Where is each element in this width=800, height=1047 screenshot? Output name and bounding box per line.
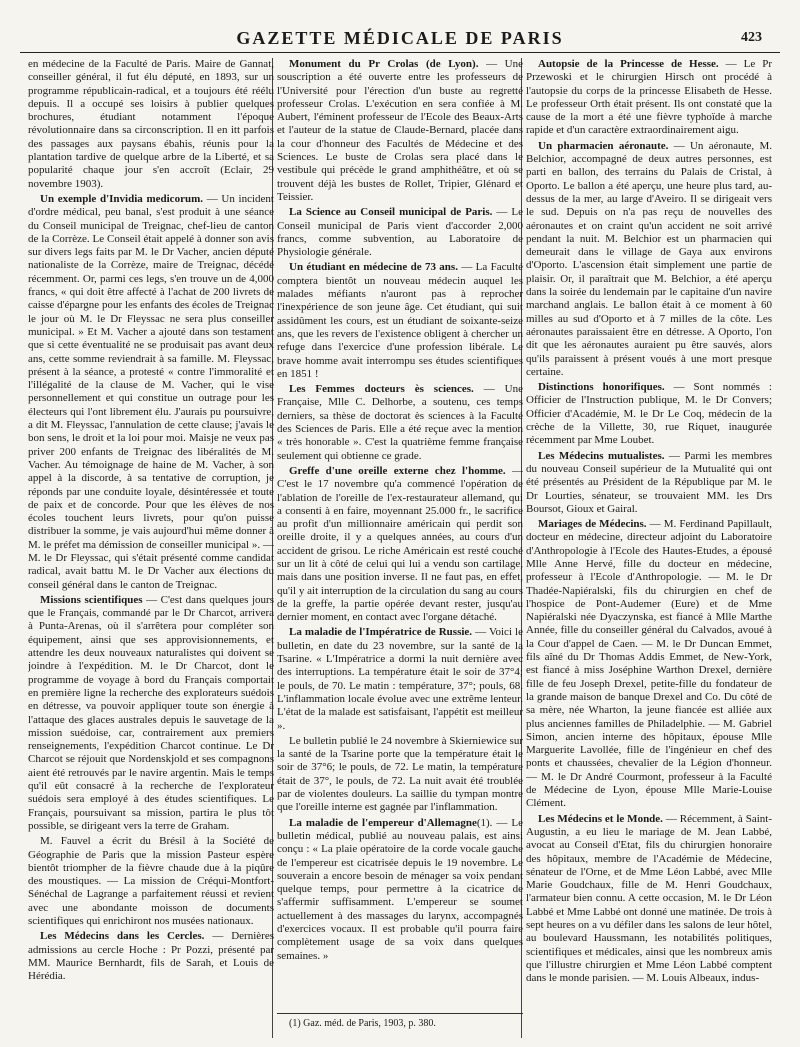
article-body: — Sont nommés : Officier de l'Instruction publique, M. le Dr Convers; Officier d'Académie, M. le Dr Le Coq, médecin de la crèche de la Villette, 30, rue Riquet, inaugurée récemment par Mme Loubet. xyxy=(526,381,772,447)
footnote-ref: (1). xyxy=(476,816,493,829)
article-heading: Les Médecins mutualistes. xyxy=(538,449,665,462)
article xyxy=(28,930,274,983)
paragraph: Le bulletin publié le 24 novembre à Skierniewice sur la santé de la Tsarine porte que la température était le soir de 37°6; le pouls, de 72. Le matin, la température était de 37°, le pouls, de 72. La nuit avait été troublée par de violentes douleurs. La saillie du tympan montre que l'oreille interne est gagnée par l'inflammation. xyxy=(277,734,523,814)
article xyxy=(526,450,772,516)
article xyxy=(277,626,523,732)
journal-title: GAZETTE MÉDICALE DE PARIS xyxy=(236,28,564,48)
article-heading: La Science au Conseil municipal de Paris. xyxy=(289,206,493,219)
article-body: — Dernières admissions au cercle Hoche : Pr Pozzi, présenté par MM. Maurice Bernhardt, fils de Sarah, et Louis de Hérédia. xyxy=(28,930,274,983)
article xyxy=(28,193,274,592)
article xyxy=(277,465,523,625)
article-body: — Un incident d'ordre médical, peu banal, s'est produit à une séance du Conseil municipal de Treignac, chef-lieu de canton de la Corrèze. Le Conseil était appelé à donner son avis sur divers legs faits par M. le Dr Vacher, ancien député nationaliste de la Corrèze, maire de Treignac, décédé récemment. Or, parmi ces legs, s'en trouve un de 4,000 francs, « qui doit être affecté à l'achat de 200 livrets de caisse d'épargne pour les enfants des écoles de Treignac le jour où M. le Dr Fleyssac ne sera plus conseiller municipal. » Et M. Vacher a ajouté dans son testament que si cette éventualité ne se produisait pas avant deux ans, cette somme reviendrait à sa famille. M. Fleyssac, présent à la séance, a protesté « contre l'immoralité et l'illégalité de la clause de M. Vacher, qui le vise personnellement et qui constitue un outrage pour les électeurs qui l'ont librement élu. J'aurais pu poursuivre, a dit M. Fleyssac, l'annulation de cette clause; j'avais le bon sens, le droit et la loi pour moi. Maisje ne veux pas priver 200 enfants de Treignac des libéralités de M. Vacher. Au témoignage de haine de M. Vacher, à son appel à la discorde, à sa tentative de corruption, je réponds par une conduite loyale, désintéressée et toute de paix et de concorde. Pour que les élèves de nos écoles touchent leurs livrets, pour qu'on puisse distribuer la somme, je vais aujourd'hui même donner à M. le préfet ma démission de conseiller municipal ». — M. le Dr Fleyssac, qui s'était présenté comme candidat radical, avait battu M. le Dr Vacher aux élections du conseil général dans le canton de Treignac. xyxy=(28,192,274,591)
article-body: — Le Conseil municipal de Paris vient d'accorder 2,000 francs, comme subvention, au Laboratoire de Physiologie générale. xyxy=(277,206,523,259)
footnote: (1) Gaz. méd. de Paris, 1903, p. 380. xyxy=(277,1013,523,1030)
article-body: — Voici le bulletin, en date du 23 novembre, sur la santé de la Tsarine. « L'Impératrice a dormi la nuit dernière avec des interruptions. La température était le soir de 37°4; le pouls, de 70. Le matin : température, 37°; pouls, 68. L'inflammation locale évolue avec une extrême lenteur. L'état de la malade est satisfaisant, l'appétit est meilleur ». xyxy=(277,626,523,732)
article-body: — Un aéronaute, M. Belchior, accompagné de deux autres personnes, est parti en ballon, des terrains du Palais de Cristal, à Oporto. Le ballon a été aperçu, une heure plus tard, au-dessus de la mer, au large d'Aveiro. Il se dirigeait vers le sud. Depuis on n'a pas reçu de nouvelles des aéronautes et on craint qu'un accident ne soit arrivé pendant la nuit. M. Belchior est un pharmacien qui demeurait dans le village de Gaya aux environs d'Oporto. L'ascension était simplement une partie de plaisir. Or, il paraîtrait que M. Belchior, a été aperçu dans la soirée du lendemain par le capitaine d'un navire marchand anglais. Le ballon était à ce moment à 60 milles au sud d'Oporto et à 7 milles de la côte. Les aéronautes paraissaient être en détresse. A Oporto, l'on dit que les aéronautes auraient pu être sauvés, alors qu'ils paraissent à présent voués à une mort presque certaine. xyxy=(526,139,772,378)
article-body: — Une souscription a été ouverte entre les professeurs de l'Université pour l'érection d'un buste au regretté professeur Crolas. L'exécution en sera confiée à M. Aubert, l'éminent professeur de l'Ecole des Beaux-Arts et l'auteur de la statue de Claude-Bernard, placée dans la cour d'honneur des Facultés de Médecine et des Sciences. Le buste de Crolas sera placé dans le vestibule qui précède le grand amphithéâtre, et où se trouvent déjà les bustes de Rollet, Tripier, Glénard et Teissier. xyxy=(277,58,523,203)
column-3 xyxy=(526,58,772,1040)
article xyxy=(526,518,772,811)
article-heading: Monument du Pr Crolas (de Lyon). xyxy=(289,58,479,70)
paragraph: M. Fauvel a écrit du Brésil à la Société de Géographie de Paris que la mission Pasteur espère bientôt triompher de la fièvre chaude due à la piqûre des moustiques. — La mission de Créqui-Montfort-Sénéchal de Lagrange a parfaitement réussi et revient avec une abondante moisson de documents scientifiques qui enrichiront nos musées nationaux. xyxy=(28,835,274,927)
page-header xyxy=(0,28,800,48)
article-heading: Un exemple d'Invidia medicorum. xyxy=(40,192,203,205)
article-heading: Greffe d'une oreille externe chez l'homme. xyxy=(289,464,506,477)
article-heading: Missions scientifiques xyxy=(40,593,143,606)
article xyxy=(526,58,772,138)
article-heading: Les Médecins et le Monde. xyxy=(538,812,663,825)
article-heading: Un étudiant en médecine de 73 ans. xyxy=(289,261,458,274)
article xyxy=(277,58,523,204)
article-heading: Autopsie de la Princesse de Hesse. xyxy=(538,58,719,70)
article-body: — C'est le 17 novembre qu'a commencé l'opération de l'ablation de l'oreille de l'ex-restaurateur allemand, qui a consenti à en faire, moyennant 25.000 fr., le sacrifice au profit d'un millionnaire américain qui perdit son oreille droite, il y a quelques années, au cours d'un accident de grisou. Le riche Américain est resté couché sur un lit à côté de celui qui lui a vendu son cartilage, mais dans une position inverse. Il ne faut pas, en effet, qu'il y ait interruption de la circulation du sang au cours de la greffe, la partie opérée devant rester, jusqu'au dernier moment, en contact avec l'organe détaché. xyxy=(277,464,523,624)
page-number: 423 xyxy=(741,30,762,45)
article xyxy=(28,594,274,833)
article xyxy=(277,817,523,963)
article xyxy=(526,381,772,447)
article xyxy=(526,140,772,379)
article-body: — Parmi les membres du nouveau Conseil supérieur de la Mutualité qui ont été présentés au Président de la République par M. le Dr Lourties, sénateur, se trouvaient MM. les Drs Boursot, Gioux et Gairal. xyxy=(526,449,772,515)
column-2 xyxy=(277,58,523,1040)
article-body: — Le Pr Przewoski et le chirurgien Hirsch ont procédé à l'autopsie du corps de la princesse Elisabeth de Hesse. Le professeur Orth était présent. Ils ont constaté que la cause de la mort a été une fièvre typhoïde à marche rapide et d'un caractère extraordinairement aigu. xyxy=(526,58,772,137)
article-heading: Un pharmacien aéronaute. xyxy=(538,139,669,152)
article-body: — Le bulletin médical, publié au nouveau palais, est ainsi conçu : « La plaie opératoire de la corde vocale gauche de l'empereur est cicatrisée depuis le 19 novembre. Le souverain a encore besoin de ménager sa voix pendant quelque temps, pour permettre à la cicatrice de s'affermir suffisamment. L'empereur se soumet actuellement à des massages du larynx, accompagnés d'exercices vocaux. Il est probable qu'il pourra faire complètement usage de sa voix dans quelques semaines. » xyxy=(277,816,523,962)
article-body: — C'est dans quelques jours que le Français, commandé par le Dr Charcot, arrivera à Punta-Arenas, où il s'arrêtera pour compléter son équipement, ainsi que ses approvisionnements, et attendre les deux nouveaux naturalistes qui doivent se joindre à l'expédition. M. le Dr Charcot, dont le programme de voyage à bord du Français comportait en première ligne la recherche des explorateurs suédois en détresse, va pouvoir appliquer toute son énergie à l'attaque des glaces australes depuis le sauvetage de la mission suédoise, car, contrairement aux premiers renseignements, l'expédition Charcot continue. Le Dr Charcot se réjouit que Nordenskjold et ses compagnons aient été retrouvés par le navire argentin. Mais le temps qu'il eût consacré à la recherche de l'explorateur suédois sera employé à des études scientifiques. Le Français, poursuivant sa mission, partira le plus tôt possible, se dirigeant vers la terre de Graham. xyxy=(28,593,274,832)
article-heading: La maladie de l'empereur d'Allemagne xyxy=(289,816,477,829)
article-heading: Les Femmes docteurs ès sciences. xyxy=(289,383,474,396)
article-heading: Mariages de Médecins. xyxy=(538,518,647,531)
article xyxy=(277,206,523,259)
article-body: — La Faculté comptera bientôt un nouveau médecin auquel les malades méfiants n'auront pas à reprocher l'inexpérience de son jeune âge. Cet étudiant, qui suit assidûment les cours, est un étudiant de soixante-seize ans, que les revers de l'existence obligent à chercher un refuge dans l'exercice d'une profession libérale. Le brave homme avait interrompu ses études scientifiques en 1851 ! xyxy=(277,261,523,380)
article xyxy=(277,261,523,381)
column-1 xyxy=(28,58,274,1040)
paragraph: en médecine de la Faculté de Paris. Maire de Gannat, conseiller général, il fut élu député, en 1893, sur un programme républicain-radical, et a toujours été réélu depuis. Il a occupé ses loisirs à publier quelques brochures, étudiant notamment l'époque révolutionnaire dans sa circonscription. Il en itt parfois des passages aux paysans ébahis, réunis pour la plantation tardive de quelque arbre de la Liberté, et sa popularité chaque jour s'en accroît (Eclair, 29 novembre 1903). xyxy=(28,58,274,190)
header-rule xyxy=(20,52,780,53)
article-body: — M. Ferdinand Papillault, docteur en médecine, directeur adjoint du Laboratoire d'Anthropologie à l'Ecole des Hautes-Etudes, a épousé Mlle Anne Hervé, fille du docteur en médecine, professeur à l'Ecole d'Anthropologie. — M. le Dr Thadée-Napiéralski, fils du chirurgien en chef de l'hospice de Pont-Audemer (Eure) et de Mme Napiéralski née Dyaczynska, est fiancé à Mlle Marthe Année, fille du conseiller général du Calvados, avoué à la Cour d'appel de Caen. — M. le Dr Duncan Emmet, fils aîné du Dr Thomas Addis Emmet, de New-York, est fiancé à miss Joséphine Warthon Drexel, dernière fille de feu Joseph Drexel, petite-fille du fondateur de la grande maison de banque Drexel and Co. Du côté de sa mère, née Wharton, la jeune fiancée est alliée aux plus anciennes familles de Philadelphie. — M. Gabriel Simon, ancien interne des hôpitaux, épouse Mlle Marguerite Lavollée, fille de l'ingénieur en chef des ponts et chaussées, chevalier de la Légion d'honneur. — M. le Dr André Courmont, professeur à la Faculté de Médecine de Lyon, épouse Mlle Marie-Louise Clément. xyxy=(526,518,772,810)
article-heading: Distinctions honorifiques. xyxy=(538,381,665,394)
article-body: — Récemment, à Saint-Augustin, a eu lieu le mariage de M. Jean Labbé, avocat au Conseil d'Etat, fils du chirurgien honoraire des hôpitaux, membre de l'Académie de Médecine, sénateur de l'Orne, et de Mme Léon Labbé, avec Mlle Marie Goudchaux, fille de M. Henri Goudchaux, l'armateur bien connu. A cette occasion, M. le Dr Léon Labbé et Mme Labbé ont donné une matinée. De trois à sept heures on a vu défiler dans les salons de leur hôtel, au boulevard Haussmann, les notabilités politiques, scientifiques et médicales, ainsi que les nombreux amis que l'illustre chirurgien et Mme Léon Labbé comptent dans le monde parisien. — M. Louis Albeaux, indus- xyxy=(526,812,772,985)
article xyxy=(526,813,772,986)
article xyxy=(277,383,523,463)
article-body: — Une Française, Mlle C. Delhorbe, a soutenu, ces temps derniers, sa thèse de doctorat ès sciences à la Faculté des Sciences de Paris. Elle a été reçue avec la mention « très honorable ». C'est la quatrième femme française seulement qui obtienne ce grade. xyxy=(277,383,523,462)
article-heading: Les Médecins dans les Cercles. xyxy=(40,930,205,943)
article-heading: La maladie de l'Impératrice de Russie. xyxy=(289,626,473,639)
